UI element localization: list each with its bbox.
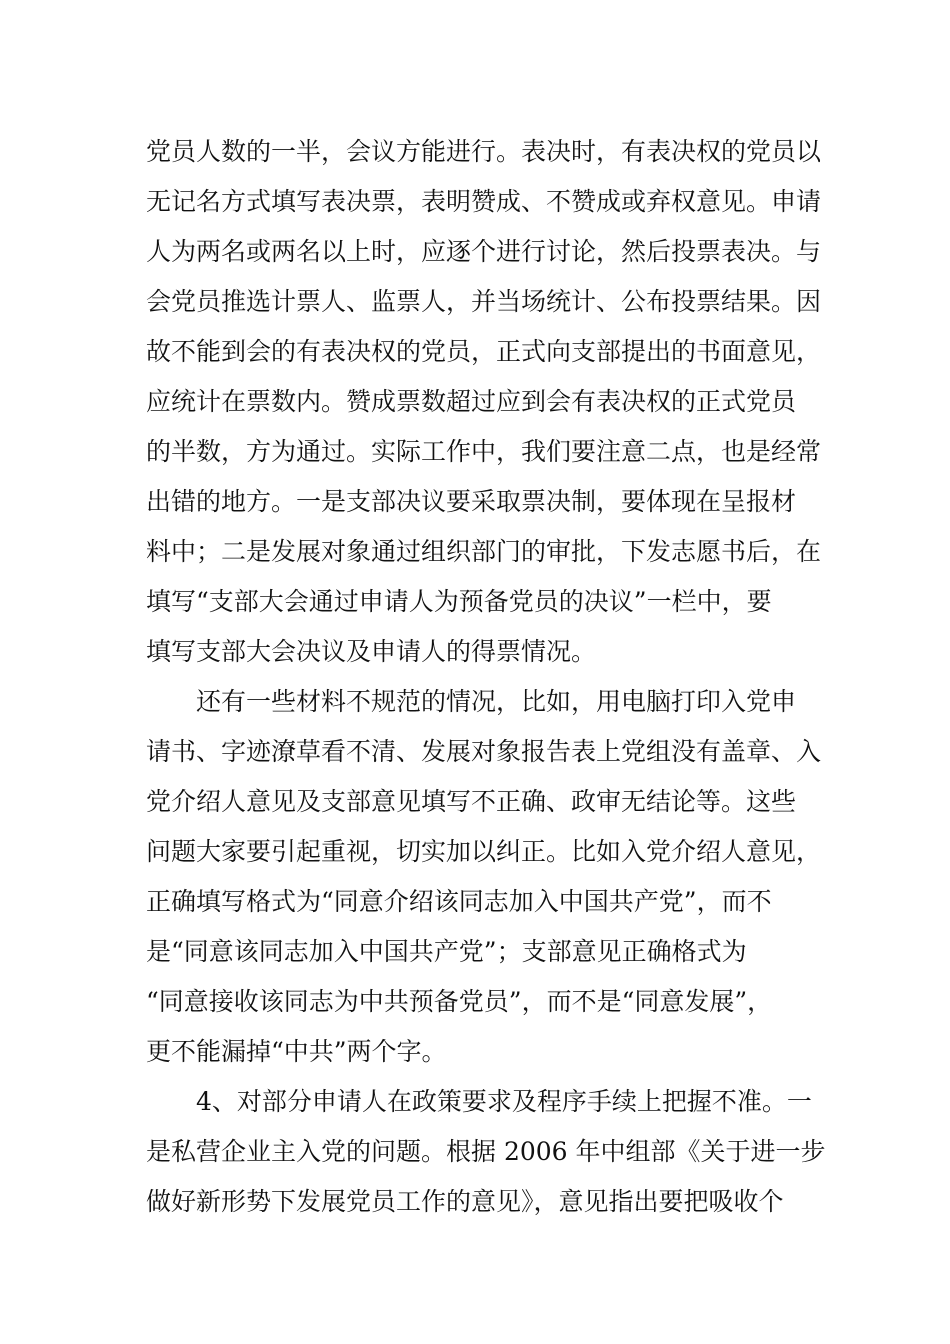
text-line: 填写“支部大会通过申请人为预备党员的决议”一栏中，要	[146, 587, 772, 616]
text-line: 无记名方式填写表决票，表明赞成、不赞成或弃权意见。申请	[146, 187, 822, 216]
text-line: 问题大家要引起重视，切实加以纠正。比如入党介绍人意见，	[146, 837, 822, 866]
paragraph-first-line: 4、对部分申请人在政策要求及程序手续上把握不准。一	[196, 1087, 812, 1116]
text-line: “同意接收该同志为中共预备党员”，而不是“同意发展”，	[146, 987, 773, 1016]
text-line: 应统计在票数内。赞成票数超过应到会有表决权的正式党员	[146, 387, 797, 416]
text-line: 出错的地方。一是支部决议要采取票决制，要体现在呈报材	[146, 487, 797, 516]
text-line: 做好新形势下发展党员工作的意见》，意见指出要把吸收个	[146, 1187, 784, 1216]
text-line: 填写支部大会决议及申请人的得票情况。	[146, 637, 597, 666]
text-line: 是私营企业主入党的问题。根据 2006 年中组部《关于进一步	[146, 1137, 826, 1166]
text-line: 故不能到会的有表决权的党员，正式向支部提出的书面意见，	[146, 337, 822, 366]
text-line: 党介绍人意见及支部意见填写不正确、政审无结论等。这些	[146, 787, 797, 816]
text-line: 是“同意该同志加入中国共产党”；支部意见正确格式为	[146, 937, 747, 966]
text-line: 人为两名或两名以上时，应逐个进行讨论，然后投票表决。与	[146, 237, 822, 266]
text-line: 会党员推选计票人、监票人，并当场统计、公布投票结果。因	[146, 287, 822, 316]
text-line: 正确填写格式为“同意介绍该同志加入中国共产党”，而不	[146, 887, 772, 916]
paragraph-first-line: 还有一些材料不规范的情况，比如，用电脑打印入党申	[196, 687, 797, 716]
text-line: 料中；二是发展对象通过组织部门的审批，下发志愿书后，在	[146, 537, 822, 566]
text-line: 的半数，方为通过。实际工作中，我们要注意二点，也是经常	[146, 437, 822, 466]
text-line: 党员人数的一半，会议方能进行。表决时，有表决权的党员以	[146, 137, 822, 166]
text-line: 请书、字迹潦草看不清、发展对象报告表上党组没有盖章、入	[146, 737, 822, 766]
text-line: 更不能漏掉“中共”两个字。	[146, 1037, 447, 1066]
